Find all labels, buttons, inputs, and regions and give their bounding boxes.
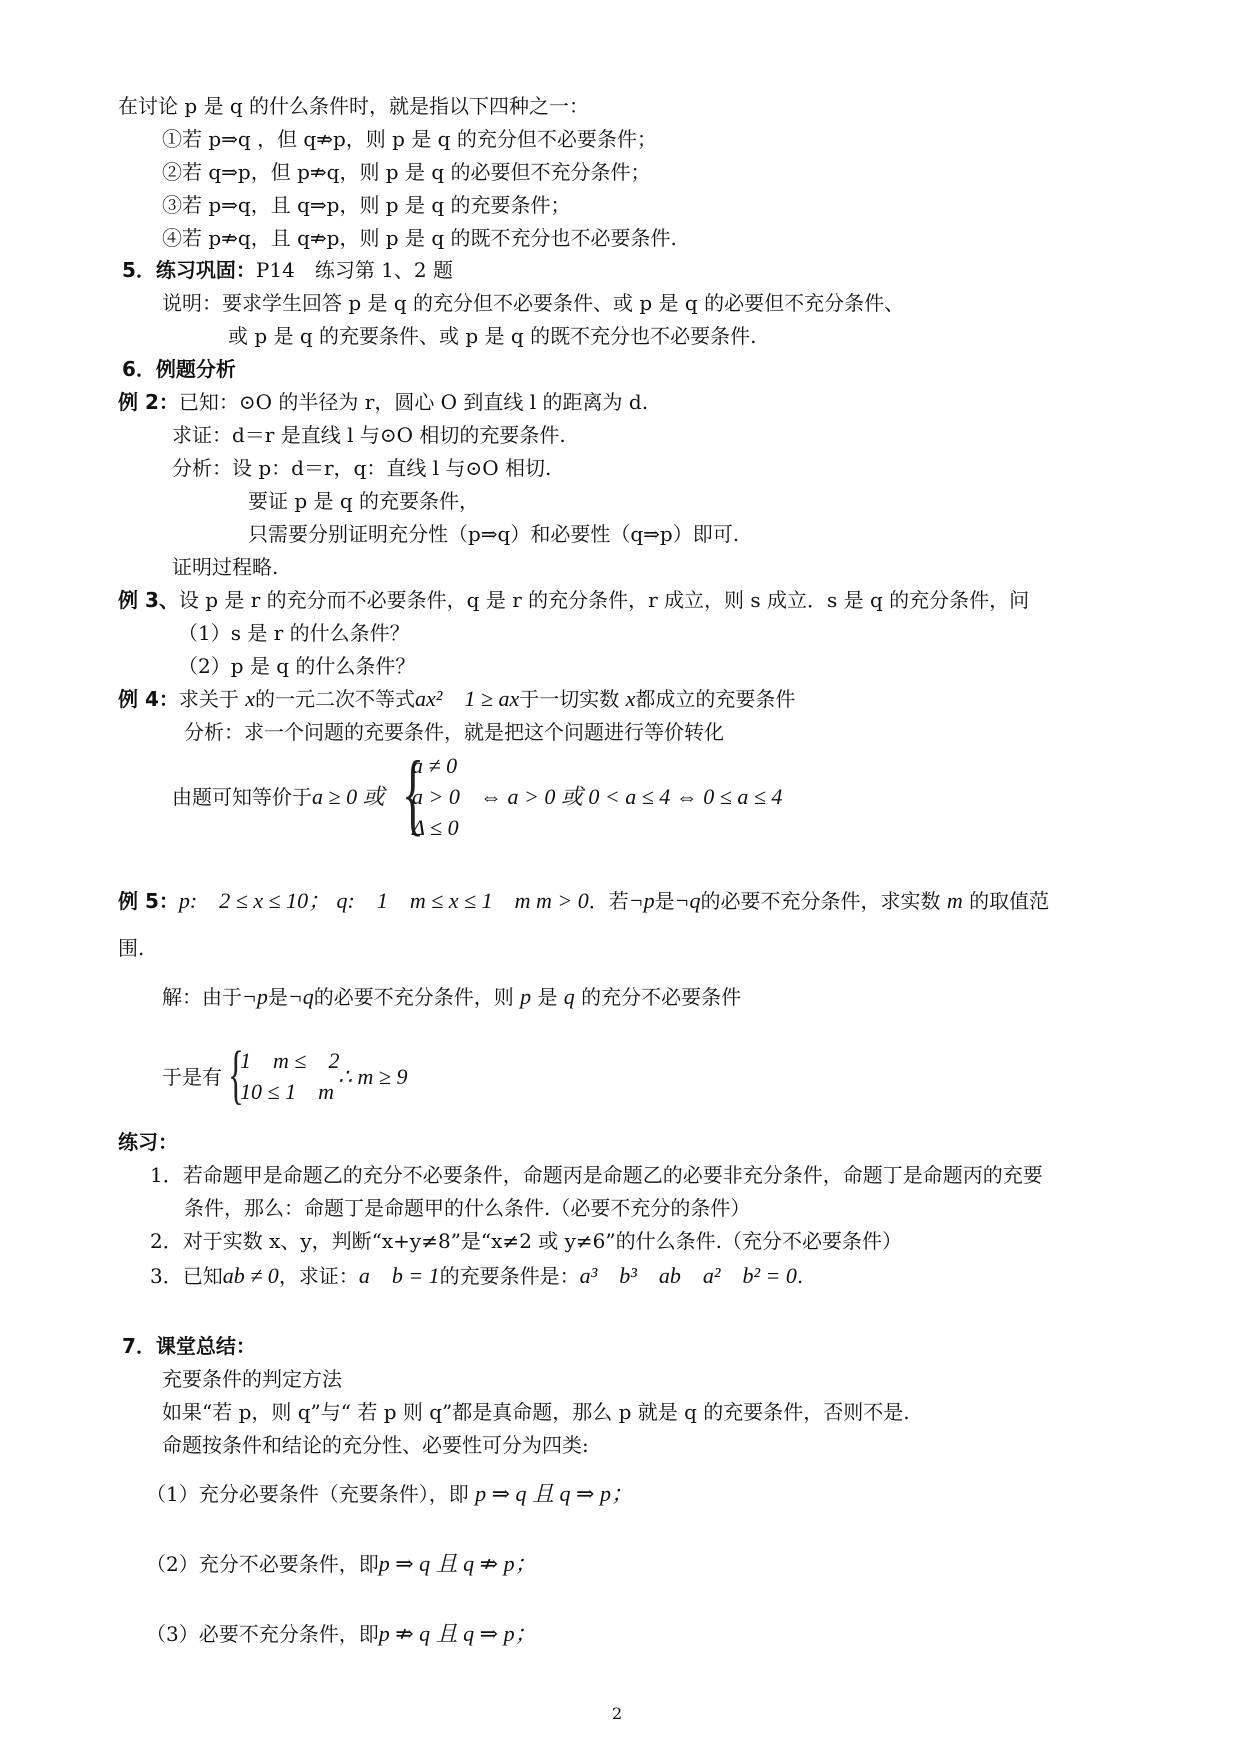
example-3-question-1: （1）s 是 r 的什么条件？ bbox=[178, 621, 410, 645]
example-4-pre: 求关于 bbox=[178, 687, 239, 711]
example-2-analysis-2: 要证 p 是 q 的充要条件， bbox=[248, 489, 480, 513]
example-5-solution-not-p: ¬p bbox=[242, 984, 268, 1009]
case-4: ④若 p⇏q，且 q⇏p，则 p 是 q 的既不充分也不必要条件. bbox=[162, 226, 677, 250]
example-4-post: 都成立的充要条件 bbox=[635, 687, 796, 711]
example-4-equiv-label: 由题可知等价于 bbox=[172, 785, 312, 809]
exercises-title: 练习： bbox=[118, 1130, 178, 1154]
exercise-3-condition: a b = 1 bbox=[358, 1263, 440, 1288]
section-5-text: P14 练习第 1、2 题 bbox=[255, 258, 453, 282]
example-4-system-row-1: a ≠ 0 bbox=[412, 753, 458, 778]
exercise-3-mid: ，求证： bbox=[278, 1264, 359, 1288]
example-4-system-tail: ⇔ a > 0 或 0 < a ≤ 4 ⇔ 0 ≤ a ≤ 4 bbox=[480, 784, 783, 809]
section-6-title: 6．例题分析 bbox=[122, 357, 236, 381]
example-5-not-p: ¬p bbox=[628, 888, 655, 913]
example-5-q: q: 1 m ≤ x ≤ 1 m m > 0 bbox=[336, 888, 589, 913]
summary-case-1 bbox=[146, 1480, 633, 1508]
example-5-solution-4: 的充分不必要条件 bbox=[581, 985, 742, 1009]
summary-case-2-text: （2）充分不必要条件，即 bbox=[146, 1552, 379, 1576]
section-5-note-1: 说明：要求学生回答 p 是 q 的充分但不必要条件、或 p 是 q 的必要但不充分条件、 bbox=[162, 291, 905, 315]
summary-line-3: 命题按条件和结论的充分性、必要性可分为四类: bbox=[162, 1433, 589, 1457]
exercise-3-pre: 3．已知 bbox=[150, 1264, 223, 1288]
example-2-line bbox=[118, 388, 648, 416]
section-5-title: 5．练习巩固： bbox=[122, 258, 256, 282]
example-5-solution-q: q bbox=[563, 984, 575, 1009]
example-4-system-row-3: Δ ≤ 0 bbox=[412, 815, 459, 840]
exercise-1-line-2: 条件，那么：命题丁是命题甲的什么条件.（必要不充分的条件） bbox=[184, 1196, 751, 1220]
summary-case-2-formula: p ⇒ q 且 q ⇏ p； bbox=[378, 1551, 537, 1576]
summary-line-1: 充要条件的判定方法 bbox=[162, 1367, 342, 1391]
exercise-3-mid2: 的充要条件是： bbox=[439, 1264, 580, 1288]
left-brace-small-icon: { bbox=[228, 1038, 244, 1111]
example-4-mid2: 于一切实数 bbox=[519, 687, 620, 711]
example-5-text-4: 的取值范 bbox=[969, 889, 1050, 913]
case-2: ②若 q⇒p，但 p⇏q，则 p 是 q 的必要但不充分条件； bbox=[162, 160, 651, 184]
example-5-text-1: ．若 bbox=[588, 889, 629, 913]
exercise-3-dot: . bbox=[796, 1264, 804, 1288]
summary-case-3-formula: p ⇏ q 且 q ⇒ p； bbox=[378, 1621, 537, 1646]
exercise-3-ab: ab ≠ 0 bbox=[222, 1263, 279, 1288]
case-3: ③若 p⇒q，且 q⇒p，则 p 是 q 的充要条件； bbox=[162, 193, 571, 217]
summary-line-2: 如果“若 p，则 q”与“ 若 p 则 q”都是真命题，那么 p 就是 q 的充要条件，否则不是. bbox=[162, 1400, 910, 1424]
example-4-mid: 的一元二次不等式 bbox=[255, 687, 416, 711]
example-4-equiv-a: a ≥ 0 或 bbox=[312, 784, 385, 809]
example-3-text: 设 p 是 r 的充分而不必要条件，q 是 r 的充分条件，r 成立，则 s 成立．s 是 q 的充分条件，问 bbox=[178, 588, 1030, 612]
example-5-solution-not-q: ¬q bbox=[287, 984, 314, 1009]
example-5-wrap: 围. bbox=[118, 936, 145, 960]
example-4-x: x bbox=[245, 686, 256, 711]
example-2-proof: 证明过程略. bbox=[172, 555, 279, 579]
case-1: ①若 p⇒q ，但 q⇏p，则 p 是 q 的充分但不必要条件； bbox=[162, 127, 657, 151]
left-brace-icon: { bbox=[402, 742, 425, 844]
example-4-line bbox=[118, 685, 795, 713]
example-4-label: 例 4： bbox=[118, 687, 179, 711]
example-5-text-3: 的必要不充分条件，求实数 bbox=[700, 889, 941, 913]
example-4-inequality: ax² 1 ≥ ax bbox=[415, 686, 520, 711]
section-7-title: 7．课堂总结： bbox=[122, 1334, 256, 1358]
example-2-prove: 求证：d＝r 是直线 l 与⊙O 相切的充要条件. bbox=[172, 423, 566, 447]
example-5-line bbox=[118, 887, 1049, 915]
example-5-solution-1: 是 bbox=[267, 985, 288, 1009]
example-5-m: m bbox=[946, 888, 963, 913]
example-2-analysis-3: 只需要分别证明充分性（p⇒q）和必要性（q⇒p）即可. bbox=[248, 522, 740, 546]
example-2-analysis-1: 分析：设 p：d＝r，q：直线 l 与⊙O 相切. bbox=[172, 456, 552, 480]
example-2-label: 例 2： bbox=[118, 390, 179, 414]
example-5-system-tail: ∴ m ≥ 9 bbox=[338, 1064, 408, 1089]
summary-case-1-formula: p ⇒ q 且 q ⇒ p； bbox=[475, 1481, 633, 1506]
page-number: 2 bbox=[612, 1704, 623, 1723]
example-4-x-2: x bbox=[625, 686, 636, 711]
example-5-solution-pre: 解：由于 bbox=[162, 985, 242, 1009]
summary-case-3-text: （3）必要不充分条件，即 bbox=[146, 1622, 379, 1646]
example-5-not-q: ¬q bbox=[674, 888, 701, 913]
example-5-solution-2: 的必要不充分条件，则 bbox=[313, 985, 514, 1009]
summary-case-1-text: （1）充分必要条件（充要条件），即 bbox=[146, 1482, 469, 1506]
example-5-solution-3: 是 bbox=[537, 985, 558, 1009]
example-3-question-2: （2）p 是 q 的什么条件？ bbox=[178, 654, 416, 678]
example-4-equiv-pre bbox=[172, 783, 385, 811]
example-5-system-row-2: 10 ≤ 1 m bbox=[240, 1079, 334, 1104]
example-4-system-row-2: a > 0 bbox=[412, 784, 460, 809]
example-5-p: p: 2 ≤ x ≤ 10； bbox=[178, 888, 331, 913]
summary-case-2 bbox=[146, 1550, 537, 1578]
exercise-2: 2．对于实数 x、y，判断“x+y≠8”是“x≠2 或 y≠6”的什么条件.（充分不必要条件） bbox=[150, 1229, 902, 1253]
exercise-1-line-1: 1．若命题甲是命题乙的充分不必要条件，命题丙是命题乙的必要非充分条件，命题丁是命题丙的充要 bbox=[150, 1163, 1043, 1187]
section-5-note-2: 或 p 是 q 的充要条件、或 p 是 q 的既不充分也不必要条件. bbox=[228, 324, 757, 348]
summary-case-3 bbox=[146, 1620, 537, 1648]
example-3-label: 例 3、 bbox=[118, 588, 179, 612]
example-5-solution bbox=[162, 983, 741, 1011]
exercise-3-result: a³ b³ ab a² b² = 0 bbox=[579, 1263, 797, 1288]
example-5-system-pre: 于是有 bbox=[162, 1065, 222, 1089]
example-5-system-row-1: 1 m ≤ 2 bbox=[240, 1048, 340, 1073]
example-4-analysis: 分析：求一个问题的充要条件，就是把这个问题进行等价转化 bbox=[184, 720, 724, 744]
intro-text: 在讨论 p 是 q 的什么条件时，就是指以下四种之一： bbox=[118, 94, 590, 118]
example-5-solution-p: p bbox=[520, 984, 532, 1009]
section-5-heading bbox=[122, 256, 453, 284]
example-2-text: 已知：⊙O 的半径为 r，圆心 O 到直线 l 的距离为 d. bbox=[178, 390, 649, 414]
example-5-text-2: 是 bbox=[654, 889, 675, 913]
exercise-3 bbox=[150, 1262, 803, 1290]
example-3-line bbox=[118, 586, 1029, 614]
example-5-label: 例 5： bbox=[118, 889, 179, 913]
